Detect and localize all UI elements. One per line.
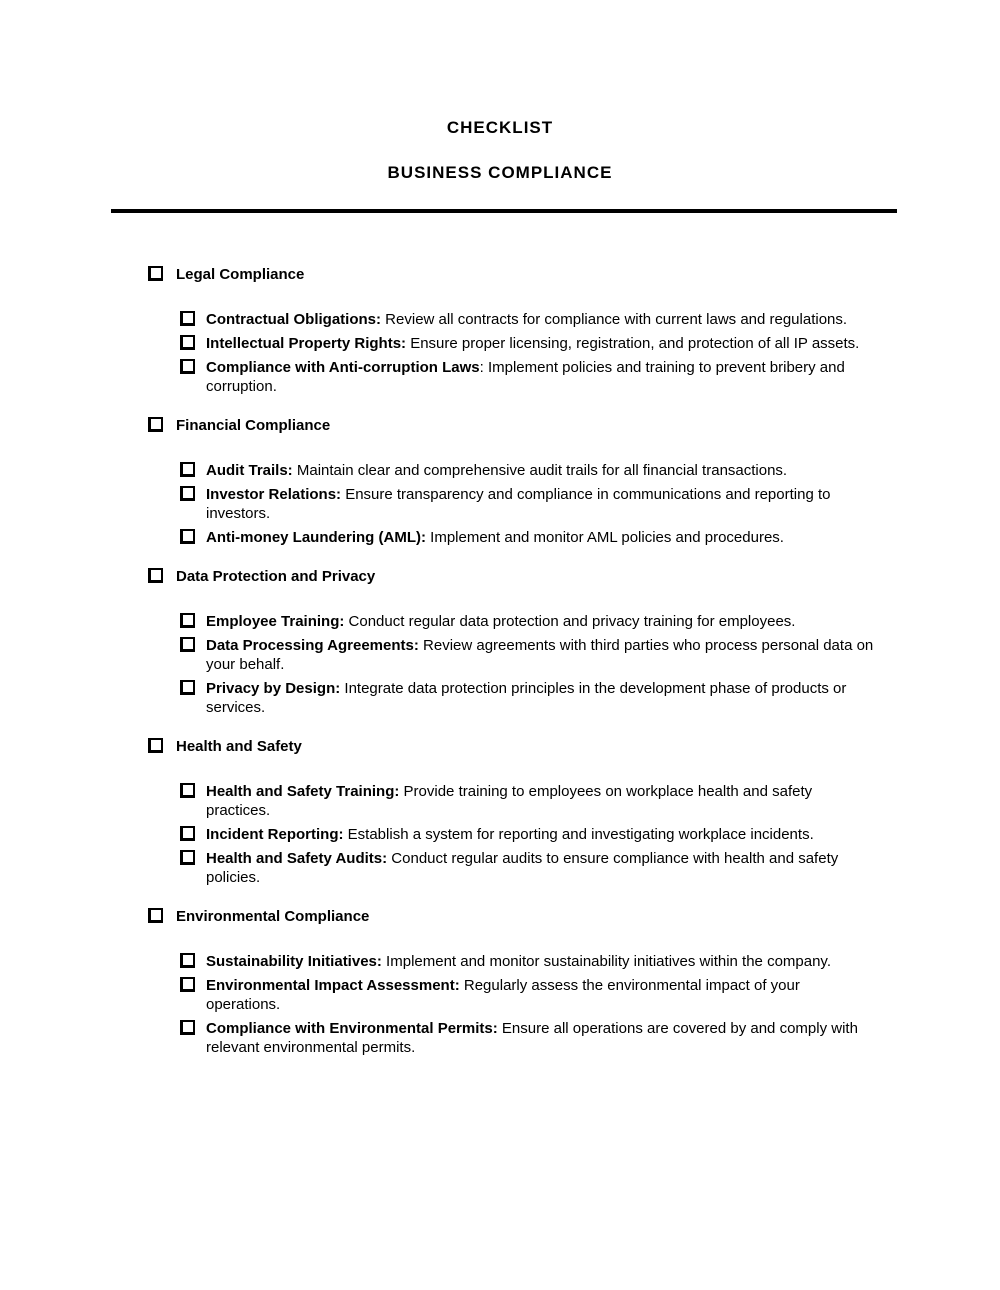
checkbox-icon[interactable] xyxy=(180,613,195,628)
item-text xyxy=(206,636,877,674)
checkbox-icon[interactable] xyxy=(180,850,195,865)
checkbox-icon[interactable] xyxy=(148,417,163,432)
item-description: Provide training to employees on workplace health and safety practices. xyxy=(206,783,813,819)
section-header xyxy=(148,907,877,926)
section-header xyxy=(148,416,877,435)
item-label: Intellectual Property Rights: xyxy=(206,335,407,352)
checkbox-icon[interactable] xyxy=(148,738,163,753)
checklist-item xyxy=(180,976,877,1014)
checkbox-icon[interactable] xyxy=(180,462,195,477)
checkbox-icon[interactable] xyxy=(180,1020,195,1035)
item-text xyxy=(206,1019,877,1057)
section-items xyxy=(180,612,877,717)
checkbox-icon[interactable] xyxy=(180,953,195,968)
checkbox-icon[interactable] xyxy=(180,637,195,652)
checklist-item xyxy=(180,310,877,329)
item-label: Contractual Obligations: xyxy=(206,311,382,328)
checklist-item xyxy=(180,825,877,844)
section-items xyxy=(180,461,877,547)
checkbox-icon[interactable] xyxy=(180,311,195,326)
checkbox-icon[interactable] xyxy=(180,680,195,695)
checklist-item xyxy=(180,1019,877,1057)
section-heading: Environmental Compliance xyxy=(176,908,370,925)
checkbox-icon[interactable] xyxy=(180,977,195,992)
section-items xyxy=(180,782,877,887)
item-label: Compliance with Environmental Permits: xyxy=(206,1020,498,1037)
item-text xyxy=(206,485,877,523)
section-items xyxy=(180,952,877,1057)
item-label: Audit Trails: xyxy=(206,462,293,479)
checklist-item xyxy=(180,334,877,353)
checklist-item xyxy=(180,782,877,820)
item-text xyxy=(206,612,877,631)
section-items xyxy=(180,310,877,396)
checkbox-icon[interactable] xyxy=(180,359,195,374)
item-description: Implement and monitor sustainability initiatives within the company. xyxy=(381,953,831,970)
item-description: Conduct regular audits to ensure compliance with health and safety policies. xyxy=(206,850,839,886)
item-description: Regularly assess the environmental impact of your operations. xyxy=(206,977,800,1013)
checkbox-icon[interactable] xyxy=(148,266,163,281)
checkbox-icon[interactable] xyxy=(180,529,195,544)
item-text xyxy=(206,528,877,547)
item-description: Ensure all operations are covered by and comply with relevant environmental permits. xyxy=(206,1020,858,1056)
item-label: Anti-money Laundering (AML): xyxy=(206,529,426,546)
section-heading: Financial Compliance xyxy=(176,417,331,434)
item-description: Conduct regular data protection and privacy training for employees. xyxy=(344,613,796,630)
item-label: Incident Reporting: xyxy=(206,826,344,843)
item-text xyxy=(206,358,877,396)
item-text xyxy=(206,461,877,480)
section-heading: Legal Compliance xyxy=(176,266,305,283)
item-description: Implement and monitor AML policies and procedures. xyxy=(425,529,784,546)
checklist-section xyxy=(148,416,877,547)
checkbox-icon[interactable] xyxy=(148,908,163,923)
checkbox-icon[interactable] xyxy=(180,826,195,841)
document-subtitle: BUSINESS COMPLIANCE xyxy=(387,163,613,182)
checklist xyxy=(148,265,877,1057)
item-label: Privacy by Design: xyxy=(206,680,341,697)
section-header xyxy=(148,567,877,586)
item-label: Compliance with Anti-corruption Laws xyxy=(206,359,480,376)
checklist-item xyxy=(180,461,877,480)
checklist-item xyxy=(180,485,877,523)
item-text xyxy=(206,782,877,820)
checkbox-icon[interactable] xyxy=(180,783,195,798)
item-text xyxy=(206,334,877,353)
item-text xyxy=(206,849,877,887)
item-label: Sustainability Initiatives: xyxy=(206,953,382,970)
item-text xyxy=(206,825,877,844)
item-text xyxy=(206,976,877,1014)
item-label: Investor Relations: xyxy=(206,486,342,503)
checklist-item xyxy=(180,358,877,396)
item-label: Environmental Impact Assessment: xyxy=(206,977,460,994)
item-label: Data Processing Agreements: xyxy=(206,637,419,654)
item-description: Establish a system for reporting and investigating workplace incidents. xyxy=(343,826,814,843)
item-description: : Implement policies and training to prevent bribery and corruption. xyxy=(206,359,845,395)
checklist-item xyxy=(180,679,877,717)
section-header xyxy=(148,265,877,284)
item-label: Health and Safety Training: xyxy=(206,783,400,800)
item-text xyxy=(206,679,877,717)
section-heading: Data Protection and Privacy xyxy=(176,568,376,585)
checkbox-icon[interactable] xyxy=(180,486,195,501)
item-description: Review all contracts for compliance with current laws and regulations. xyxy=(381,311,848,328)
checklist-item xyxy=(180,528,877,547)
item-label: Health and Safety Audits: xyxy=(206,850,388,867)
checklist-section xyxy=(148,567,877,717)
document-title: CHECKLIST xyxy=(446,118,554,137)
checkbox-icon[interactable] xyxy=(180,335,195,350)
checklist-section xyxy=(148,907,877,1057)
item-text xyxy=(206,952,877,971)
section-header xyxy=(148,737,877,756)
checklist-item xyxy=(180,612,877,631)
checklist-section xyxy=(148,737,877,887)
item-description: Integrate data protection principles in the development phase of products or services. xyxy=(206,680,847,716)
checklist-section xyxy=(148,265,877,396)
section-heading: Health and Safety xyxy=(176,738,302,755)
checklist-item xyxy=(180,636,877,674)
item-description: Ensure proper licensing, registration, and protection of all IP assets. xyxy=(406,335,860,352)
item-label: Employee Training: xyxy=(206,613,345,630)
checkbox-icon[interactable] xyxy=(148,568,163,583)
item-text xyxy=(206,310,877,329)
title-divider xyxy=(111,209,897,213)
checklist-item xyxy=(180,952,877,971)
item-description: Review agreements with third parties who process personal data on your behalf. xyxy=(206,637,874,673)
item-description: Maintain clear and comprehensive audit trails for all financial transactions. xyxy=(292,462,788,479)
item-description: Ensure transparency and compliance in communications and reporting to investors. xyxy=(206,486,831,522)
checklist-item xyxy=(180,849,877,887)
